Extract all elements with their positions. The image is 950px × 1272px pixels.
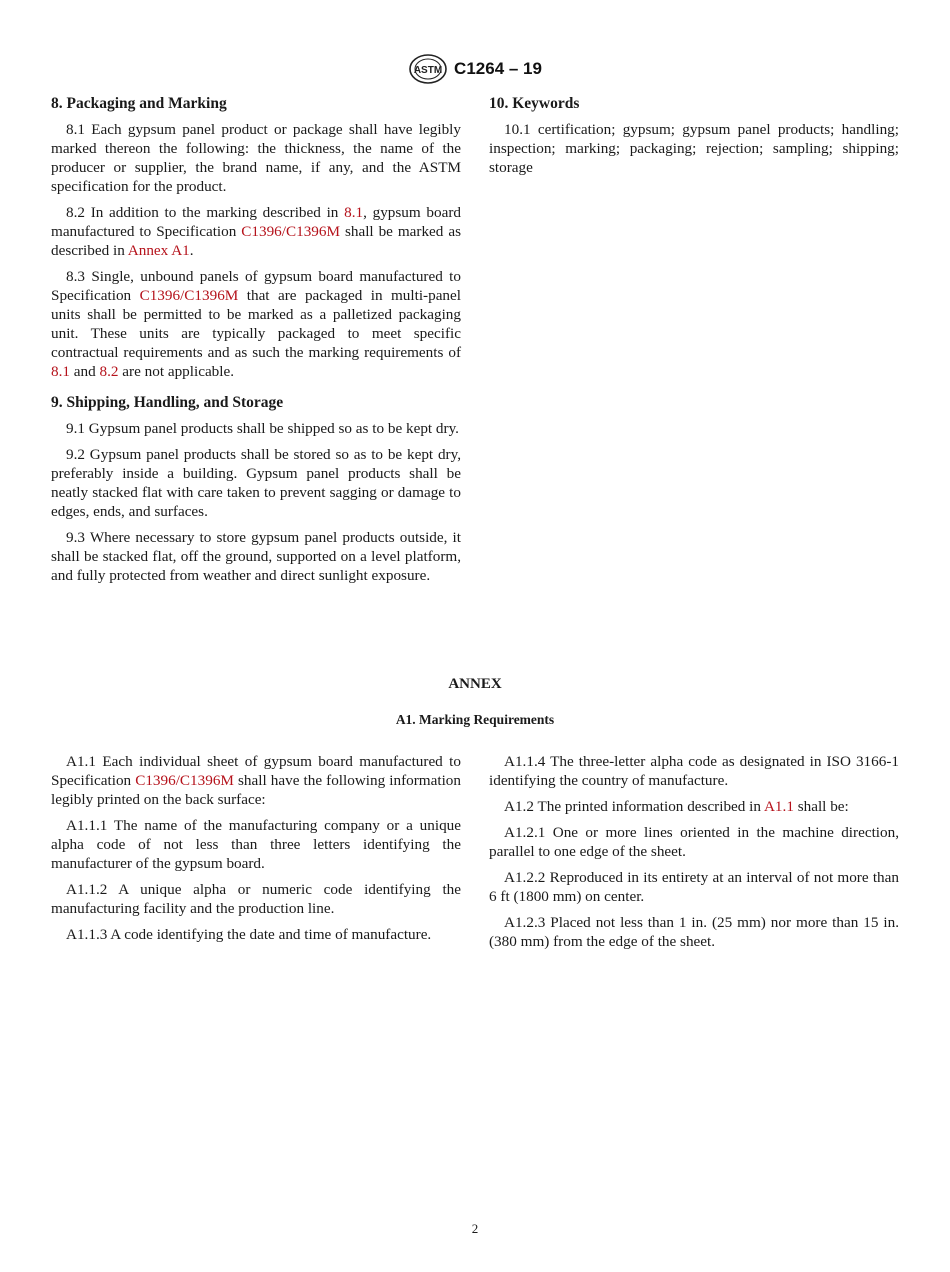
left-column-annex (51, 752, 461, 951)
paragraph-a1-2-1: A1.2.1 One or more lines oriented in the machine direction, parallel to one edge of the sheet. (489, 824, 899, 860)
paragraph-8-2: 8.2 In addition to the marking described in 8.1, gypsum board manufactured to Specification C1396/C1396M shall be marked as described in Annex A1. (51, 204, 461, 259)
paragraph-8-3: 8.3 Single, unbound panels of gypsum board manufactured to Specification C1396/C1396M that are packaged in multi-panel units shall be permitted to be marked as a palletized packaging unit. These units are typically packaged to meet specific contractual requirements and as such the marking requirements of 8.1 and 8.2 are not applicable. (51, 268, 461, 380)
document-id: C1264 – 19 (454, 59, 542, 78)
annex-subtitle: A1. Marking Requirements (395, 712, 555, 727)
left-column-top (51, 94, 461, 592)
page-header (0, 52, 950, 86)
link-8-2[interactable]: 8.2 (99, 363, 119, 380)
link-8-1[interactable]: 8.1 (51, 363, 70, 380)
link-8-1[interactable]: 8.1 (344, 204, 364, 221)
right-column-top (489, 94, 899, 184)
link-a1-1[interactable]: A1.1 (763, 798, 794, 815)
svg-text:ASTM: ASTM (413, 65, 443, 76)
paragraph-a1-1-4: A1.1.4 The three-letter alpha code as designated in ISO 3166-1 identifying the country of manufacture. (489, 753, 899, 789)
link-c1396[interactable]: C1396/C1396M (135, 772, 234, 789)
link-c1396[interactable]: C1396/C1396M (241, 223, 340, 240)
section-title-packaging: 8. Packaging and Marking (51, 95, 227, 112)
paragraph-a1-1-3: A1.1.3 A code identifying the date and time of manufacture. (66, 926, 432, 943)
paragraph-a1-2: A1.2 The printed information described in A1.1 shall be: (504, 798, 849, 815)
paragraph-a1-1-1: A1.1.1 The name of the manufacturing company or a unique alpha code of not less than three letters identifying the manufacturer of the gypsum board. (51, 817, 461, 872)
link-c1396[interactable]: C1396/C1396M (139, 287, 239, 304)
paragraph-a1-2-2: A1.2.2 Reproduced in its entirety at an interval of not more than 6 ft (1800 mm) on center. (489, 869, 899, 905)
section-title-shipping: 9. Shipping, Handling, and Storage (51, 394, 284, 411)
paragraph-9-3: 9.3 Where necessary to store gypsum panel products outside, it shall be stacked flat, off the ground, supported on a level platform, and fully protected from weather and direct sunlight exposure. (51, 529, 461, 584)
link-annex-a1[interactable]: Annex A1 (127, 242, 190, 259)
paragraph-8-1: 8.1 Each gypsum panel product or package shall have legibly marked thereon the following: the thickness, the name of the producer or supplier, the brand name, if any, and the ASTM specification for the product. (51, 121, 461, 195)
annex-title: ANNEX (448, 676, 502, 692)
astm-logo-icon (408, 53, 448, 85)
page-number: 2 (471, 1221, 479, 1236)
paragraph-a1-2-3: A1.2.3 Placed not less than 1 in. (25 mm) nor more than 15 in. (380 mm) from the edge of the sheet. (489, 914, 899, 950)
paragraph-9-1: 9.1 Gypsum panel products shall be shipped so as to be kept dry. (66, 420, 459, 437)
paragraph-9-2: 9.2 Gypsum panel products shall be stored so as to be kept dry, preferably inside a building. Gypsum panel products shall be neatly stacked flat with care taken to prevent sagging or damage to edges, ends, and surfaces. (51, 446, 461, 520)
section-title-keywords: 10. Keywords (489, 95, 580, 112)
paragraph-10-1: 10.1 certification; gypsum; gypsum panel products; handling; inspection; marking; packaging; rejection; sampling; shipping; storage (489, 121, 899, 176)
paragraph-a1-1-2: A1.1.2 A unique alpha or numeric code identifying the manufacturing facility and the production line. (51, 881, 461, 917)
paragraph-a1-1: A1.1 Each individual sheet of gypsum board manufactured to Specification C1396/C1396M shall have the following information legibly printed on the back surface: (51, 753, 461, 808)
right-column-annex (489, 752, 899, 958)
